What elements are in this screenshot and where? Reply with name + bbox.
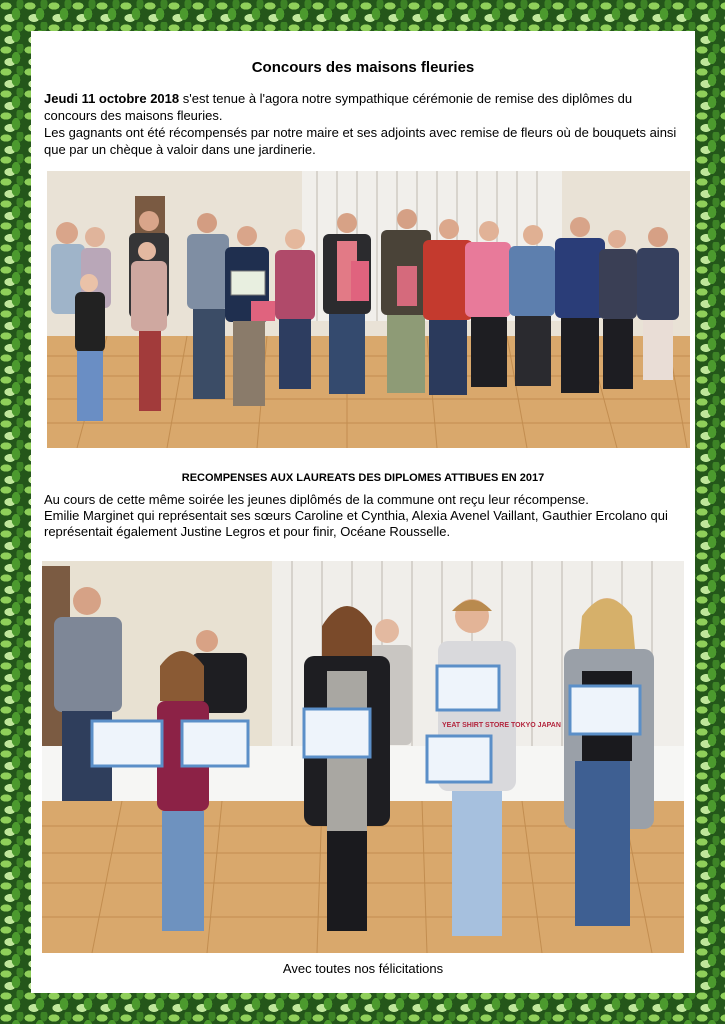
group-photo-flower-contest [47,171,690,448]
intro-line2: Les gagnants ont été récompensés par notre maire et ses adjoints avec remise de fleurs où de bouquets ainsi que par un chèque à valoir dans une jardinerie. [44,125,677,157]
section-line1: Au cours de cette même soirée les jeunes diplômés de la commune ont reçu leur récompense. [44,492,589,507]
intro-paragraph [44,90,684,158]
section-line2: Emilie Marginet qui représentait ses sœurs Caroline et Cynthia, Alexia Avenel Vaillant, Gauthier Ercolano qui représentait également Justine Legros et pour finir, Océane Rousselle. [44,508,668,539]
closing-text: Avec toutes nos félicitations [282,961,444,976]
section-heading: RECOMPENSES AUX LAUREATS DES DIPLOMES ATTIBUES EN 2017 [181,472,545,484]
page-title: Concours des maisons fleuries [251,59,475,76]
intro-date: Jeudi 11 octobre 2018 [44,91,180,106]
document-page [31,31,695,993]
tshirt-print-text: YEAT SHIRT STORE TOKYO JAPAN [442,722,561,729]
group-photo-graduates [42,561,684,953]
section-paragraph [44,492,689,540]
intro-line1-rest: s'est tenue à l'agora notre sympathique cérémonie de remise des diplômes du concours des maisons fleuries. [44,91,633,123]
